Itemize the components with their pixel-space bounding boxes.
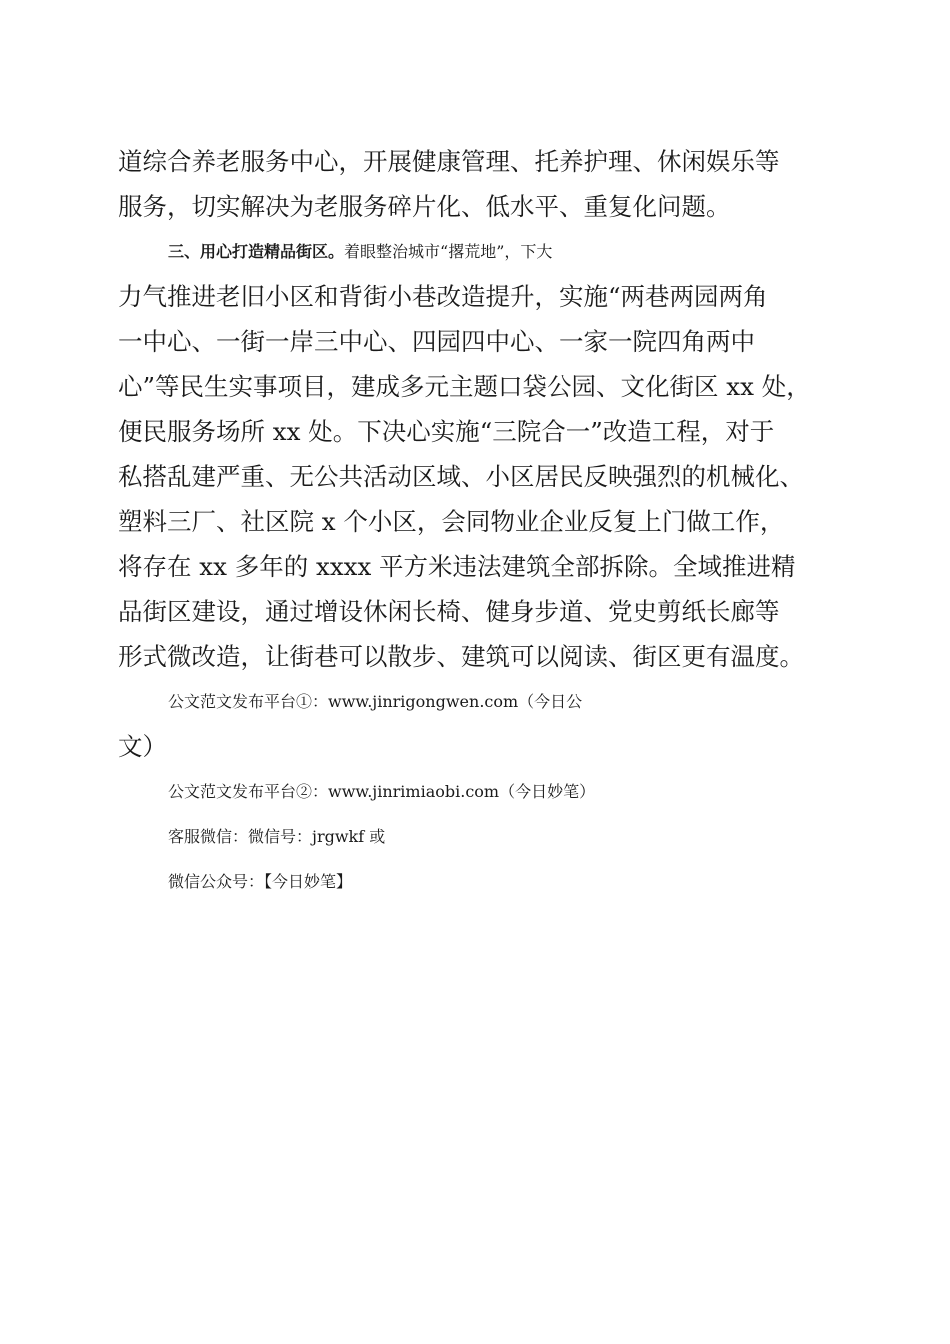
paragraph2-line-7: 塑料三厂、社区院 x 个小区，会同物业企业反复上门做工作， — [118, 507, 785, 536]
footer-service-wechat: 客服微信：微信号：jrgwkf 或 — [168, 827, 386, 846]
footer-platform2: 公文范文发布平台②：www.jinrimiaobi.com（今日妙笔） — [168, 782, 596, 801]
paragraph1-line-1: 道综合养老服务中心，开展健康管理、托养护理、休闲娱乐等 — [118, 147, 780, 176]
footer-official-account: 微信公众号：【今日妙笔】 — [168, 872, 353, 891]
footer-platform1-line1: 公文范文发布平台①：www.jinrigongwen.com（今日公 — [168, 692, 583, 711]
section-heading: 三、用心打造精品街区。 — [168, 242, 345, 261]
paragraph2-line-6: 私搭乱建严重、无公共活动区域、小区居民反映强烈的机械化、 — [118, 462, 804, 491]
paragraph2-line-3: 一中心、一街一岸三中心、四园四中心、一家一院四角两中 — [118, 327, 755, 356]
paragraph2-line-2: 力气推进老旧小区和背街小巷改造提升，实施“两巷两园两角 — [118, 282, 768, 311]
paragraph2-line-8: 将存在 xx 多年的 xxxx 平方米违法建筑全部拆除。全域推进精 — [118, 552, 796, 581]
paragraph2-line-1-rest: 着眼整治城市“撂荒地”，下大 — [344, 242, 553, 261]
paragraph1-line-2: 服务，切实解决为老服务碎片化、低水平、重复化问题。 — [118, 192, 731, 221]
footer-platform1-line2: 文） — [118, 732, 167, 761]
paragraph2-line-9: 品街区建设，通过增设休闲长椅、健身步道、党史剪纸长廊等 — [118, 597, 780, 626]
paragraph2-line-4: 心”等民生实事项目，建成多元主题口袋公园、文化街区 xx 处， — [118, 372, 811, 401]
paragraph2-line-10: 形式微改造，让街巷可以散步、建筑可以阅读、街区更有温度。 — [118, 642, 804, 671]
paragraph2-line-1 — [168, 230, 888, 274]
paragraph2-line-5: 便民服务场所 xx 处。下决心实施“三院合一”改造工程，对于 — [118, 417, 775, 446]
